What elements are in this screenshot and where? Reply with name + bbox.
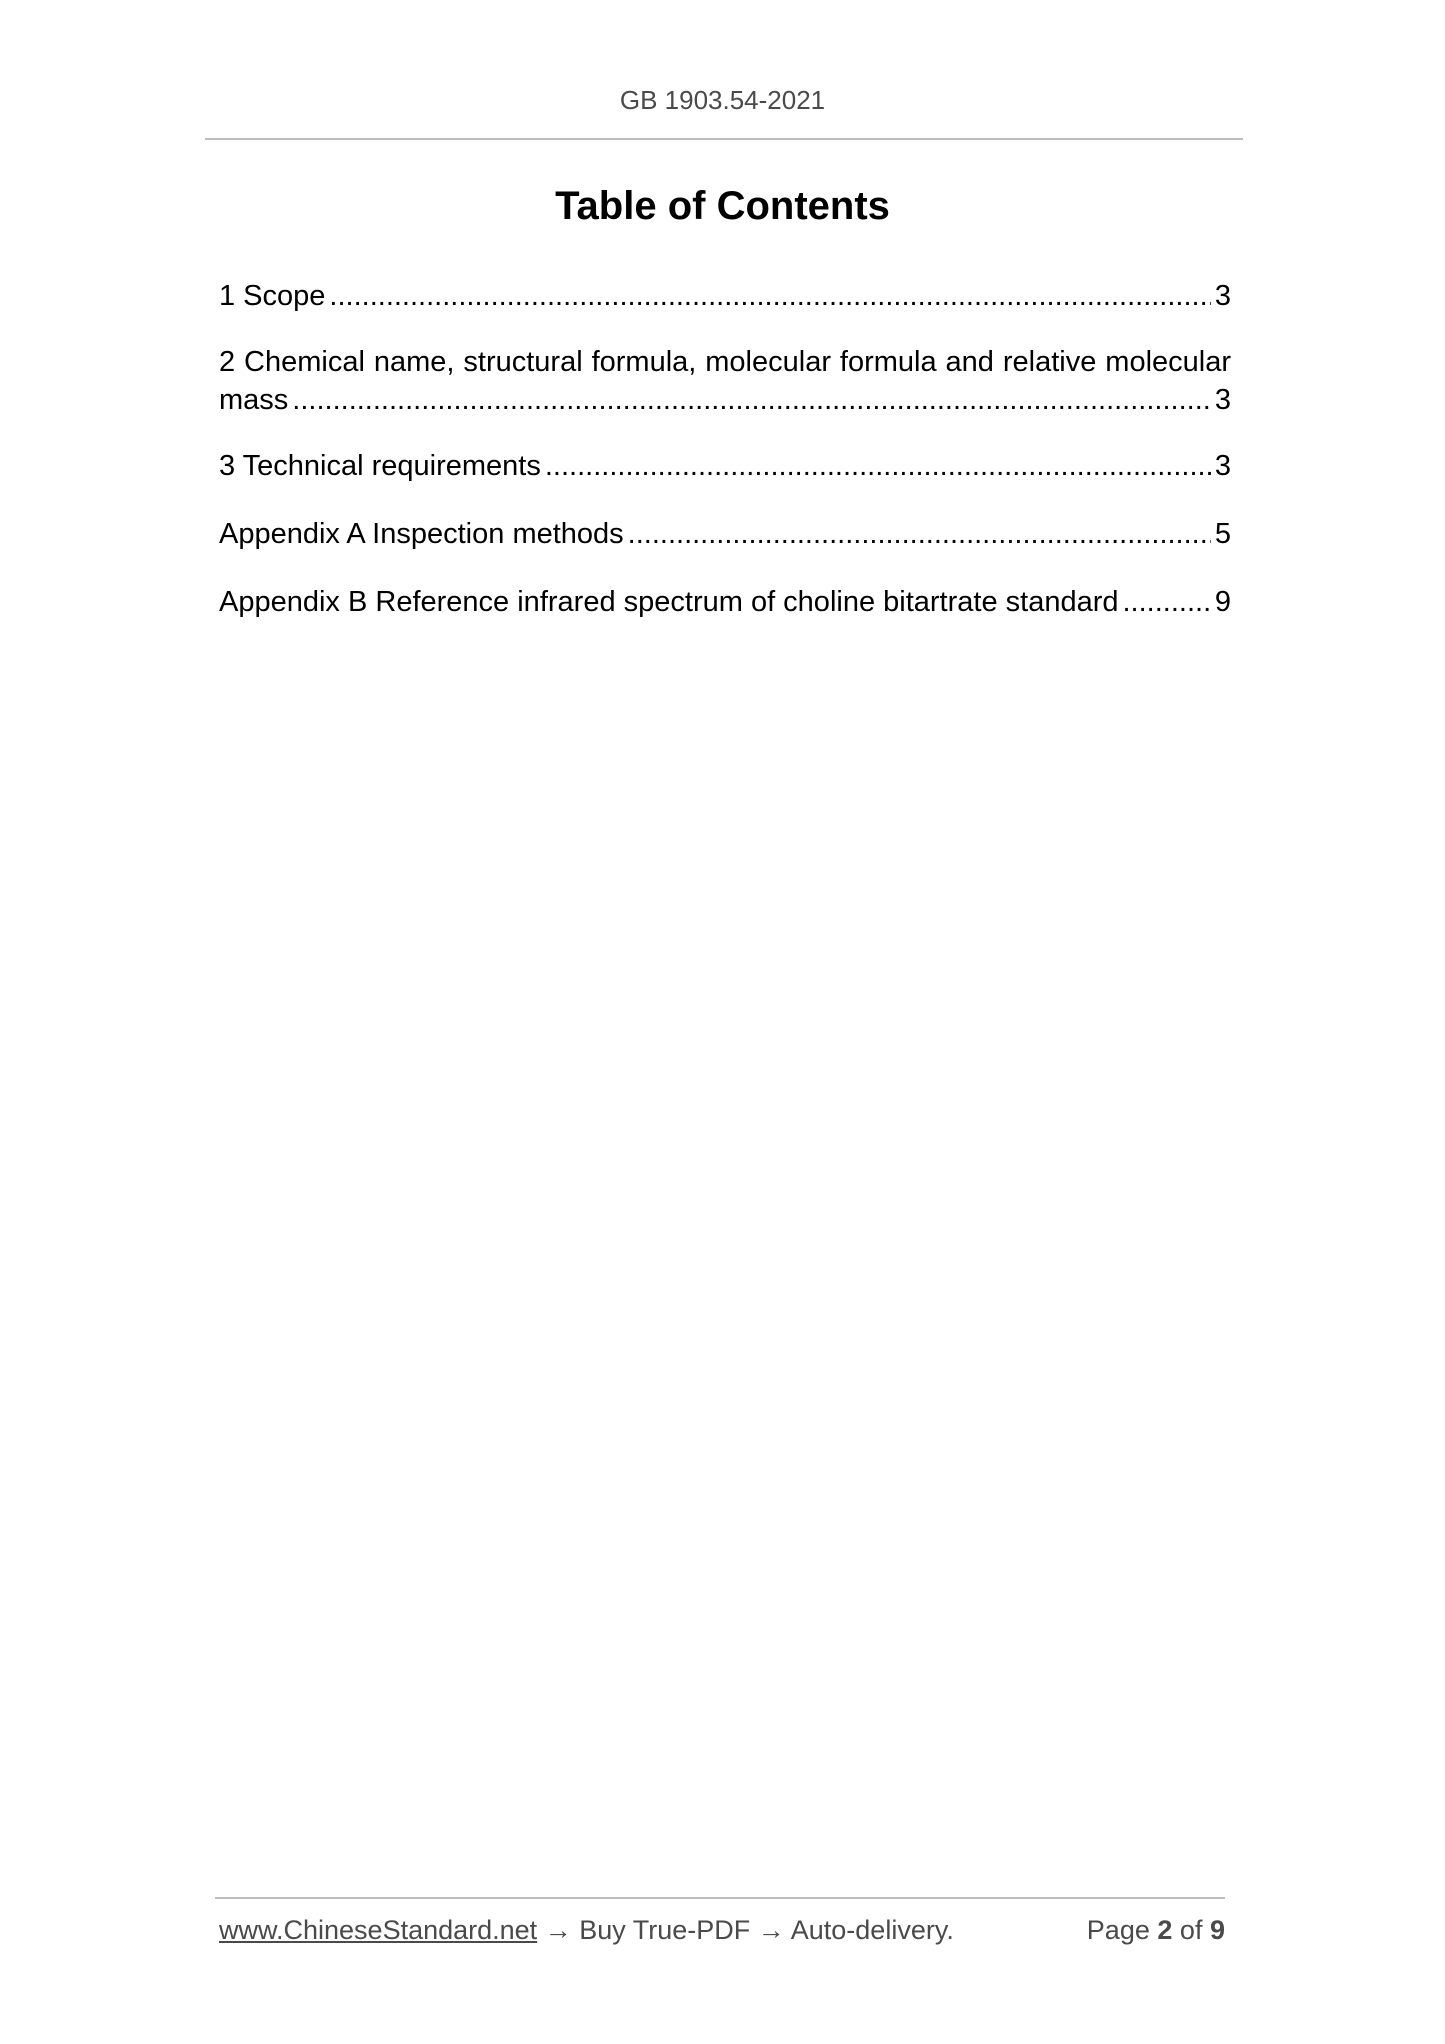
toc-leader-dots	[292, 381, 1211, 419]
page-number	[1087, 1915, 1225, 1946]
page-footer	[219, 1915, 1225, 1946]
toc-entry-label-line1: 2 Chemical name, structural formula, molecular formula and relative molecular	[219, 346, 1231, 378]
page-current: 2	[1157, 1915, 1173, 1945]
toc-leader-dots	[545, 447, 1211, 485]
website-link[interactable]: www.ChineseStandard.net	[219, 1915, 538, 1945]
toc-entry-scope[interactable]	[219, 277, 1231, 315]
toc-entry-technical-requirements[interactable]	[219, 447, 1231, 485]
toc-entry-page: 5	[1214, 518, 1231, 550]
header-divider	[205, 138, 1243, 140]
toc-leader-dots	[1123, 583, 1211, 621]
toc-entry-chemical-name[interactable]	[219, 343, 1231, 419]
toc-leader-dots	[329, 277, 1210, 315]
toc-leader-dots	[628, 515, 1211, 553]
toc-entry-page: 9	[1214, 586, 1231, 618]
toc-entry-label: Appendix B Reference infrared spectrum of choline bitartrate standard	[219, 586, 1119, 618]
of-word: of	[1179, 1915, 1203, 1945]
page-word: Page	[1086, 1915, 1150, 1945]
toc-entry-page: 3	[1214, 280, 1231, 312]
toc-title: Table of Contents	[555, 184, 890, 228]
page-total: 9	[1209, 1915, 1225, 1945]
toc-entry-page: 3	[1214, 450, 1231, 482]
toc-entry-label: 3 Technical requirements	[219, 450, 541, 482]
toc-entry-page: 3	[1214, 384, 1231, 416]
document-header: GB 1903.54-2021	[619, 85, 826, 115]
toc-entry-label: Appendix A Inspection methods	[219, 518, 624, 550]
footer-divider	[215, 1897, 1225, 1899]
footer-promo-text: → Buy True-PDF → Auto-delivery.	[544, 1915, 954, 1945]
footer-promo	[219, 1915, 954, 1946]
toc-entry-label: mass	[219, 384, 289, 416]
toc-entry-label: 1 Scope	[219, 280, 326, 312]
toc-entry-appendix-b[interactable]	[219, 583, 1231, 621]
toc-entry-appendix-a[interactable]	[219, 515, 1231, 553]
